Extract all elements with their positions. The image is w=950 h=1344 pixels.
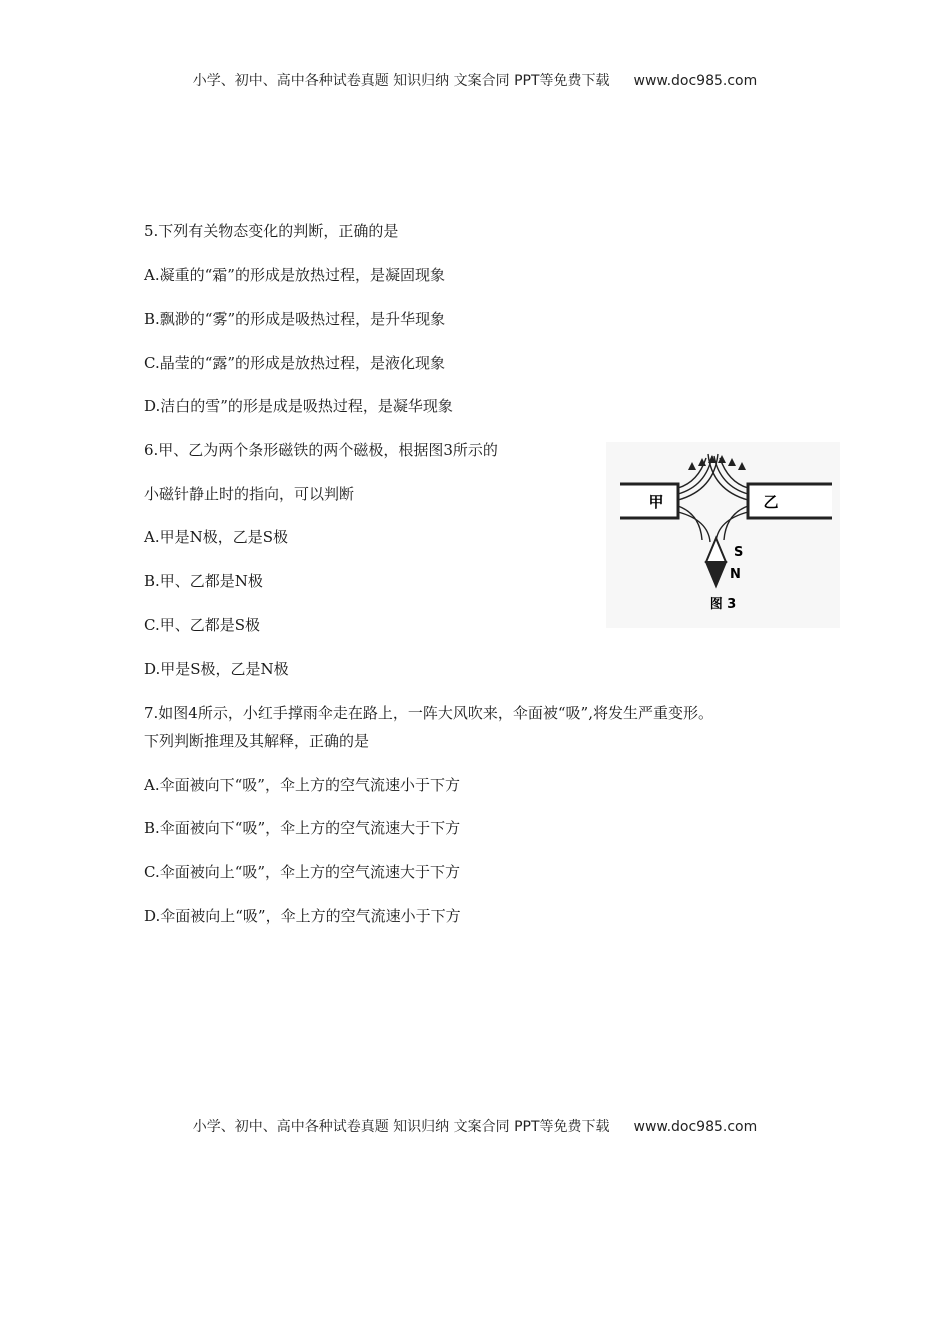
q7-stem-line1: 7.如图4所示，小红手撑雨伞走在路上，一阵大风吹来，伞面被“吸”,将发生严重变形。 — [144, 704, 713, 722]
header-url[interactable]: www.doc985.com — [633, 73, 758, 89]
figure-3-magnets — [606, 442, 840, 628]
q7-option-a: A.伞面被向下“吸”，伞上方的空气流速小于下方 — [144, 776, 460, 794]
q7-option-d: D.伞面被向上“吸”，伞上方的空气流速小于下方 — [144, 907, 461, 925]
q6-option-c: C.甲、乙都是S极 — [144, 616, 260, 634]
footer-text: 小学、初中、高中各种试卷真题 知识归纳 文案合同 PPT等免费下载 — [192, 1119, 610, 1135]
header-text: 小学、初中、高中各种试卷真题 知识归纳 文案合同 PPT等免费下载 — [192, 73, 610, 89]
q6-stem-line2: 小磁针静止时的指向，可以判断 — [144, 485, 355, 503]
needle-n-label: N — [730, 567, 741, 582]
q7-option-b: B.伞面被向下“吸”，伞上方的空气流速大于下方 — [144, 819, 461, 837]
q6-stem-line1: 6.甲、乙为两个条形磁铁的两个磁极，根据图3所示的 — [144, 441, 498, 459]
q5-stem: 5.下列有关物态变化的判断，正确的是 — [144, 222, 399, 240]
left-pole-label: 甲 — [648, 493, 664, 511]
needle-south-half — [706, 538, 726, 562]
page-header — [0, 70, 950, 90]
right-magnet — [748, 484, 832, 518]
footer-url[interactable]: www.doc985.com — [633, 1119, 758, 1135]
magnet-field-diagram — [606, 442, 840, 628]
q5-option-d: D.洁白的雪”的形是成是吸热过程，是凝华现象 — [144, 397, 453, 415]
q5-option-b: B.飘渺的“雾”的形成是吸热过程，是升华现象 — [144, 310, 446, 328]
field-lines — [678, 454, 748, 542]
page-footer — [0, 1116, 950, 1136]
q7-stem-line2: 下列判断推理及其解释，正确的是 — [144, 732, 370, 750]
q6-option-b: B.甲、乙都是N极 — [144, 572, 263, 590]
q7-option-c: C.伞面被向上“吸”，伞上方的空气流速大于下方 — [144, 863, 461, 881]
q5-option-a: A.凝重的“霜”的形成是放热过程，是凝固现象 — [144, 266, 445, 284]
q5-option-c: C.晶莹的“露”的形成是放热过程，是液化现象 — [144, 354, 446, 372]
right-pole-label: 乙 — [763, 493, 779, 511]
q6-option-d: D.甲是S极，乙是N极 — [144, 660, 289, 678]
q6-option-a: A.甲是N极，乙是S极 — [144, 528, 289, 546]
needle-s-label: S — [734, 545, 744, 560]
needle-north-half — [706, 562, 726, 586]
figure-caption: 图 3 — [709, 597, 737, 612]
